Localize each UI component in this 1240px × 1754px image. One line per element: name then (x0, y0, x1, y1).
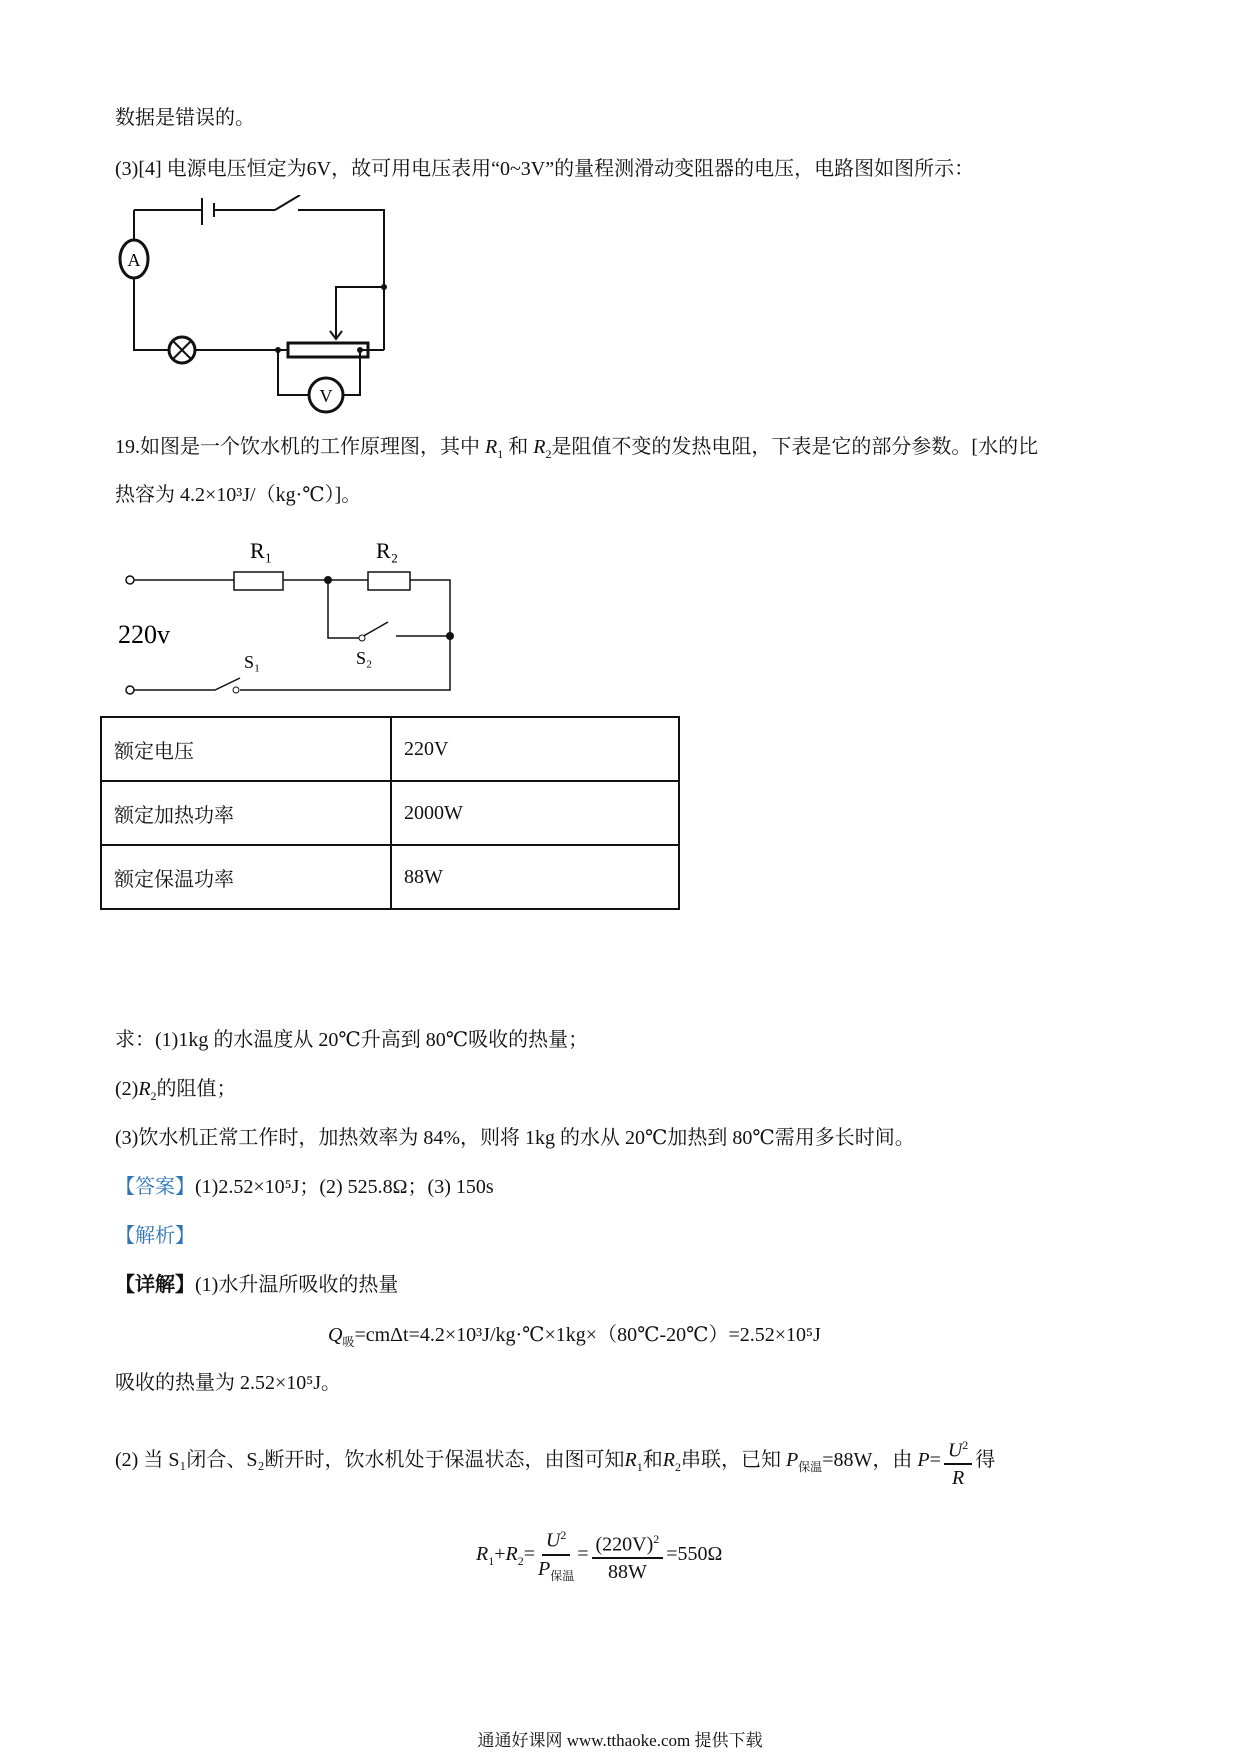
text-line: (2) 当 S₁闭合、S₂断开时，饮水机处于保温状态，由图可知$R_1$和$R_2$串联，已知 $P_{保温}=88W$，由 P= $\frac{U^2}{R}$ 得 (115, 1430, 995, 1497)
formula-resistance: $R_1+R_2=$ $\frac{U^2}{P_{保温}}$ = $\frac{(220V)^2}{88W}$ =550Ω (476, 1522, 722, 1591)
table-row: 额定电压 220V (101, 717, 679, 781)
text-line: 吸收的热量为 2.52×10⁵J。 (115, 1372, 342, 1394)
analysis-tag: 【解析】 (115, 1225, 195, 1247)
table-row: 额定加热功率 2000W (101, 781, 679, 845)
circuit-diagram-2 (110, 530, 470, 710)
s1-label: S₁ (244, 652, 261, 672)
text-line: (3)饮水机正常工作时，加热效率为 84%，则将 1kg 的水从 20℃加热到 80℃需用多长时间。 (115, 1127, 915, 1149)
text-line: $(2)R_2$的阻值； (115, 1078, 237, 1103)
circuit-diagram-1 (110, 195, 410, 425)
voltage-label: 220v (118, 620, 170, 649)
lamp-icon (169, 337, 195, 363)
answer-line: 【答案】(1)2.52×10⁵J；(2) 525.8Ω；(3) 150s (115, 1176, 494, 1198)
table-row: 额定保温功率 88W (101, 845, 679, 909)
detail-line: 【详解】(1)水升温所吸收的热量 (115, 1274, 399, 1296)
text-line: 数据是错误的。 (115, 107, 255, 129)
svg-text:A: A (127, 250, 141, 270)
text-line: 求：(1)1kg 的水温度从 20℃升高到 80℃吸收的热量； (115, 1029, 589, 1051)
r1-label: R₁ (250, 538, 273, 563)
s2-label: S₂ (356, 648, 373, 668)
ammeter-icon (120, 240, 148, 278)
footer: 通通好课网 www.tthaoke.com 提供下载 (477, 1731, 763, 1750)
text-line: (3)[4] 电源电压恒定为6V，故可用电压表用“0~3V”的量程测滑动变阻器的电压，电路图如图所示： (115, 158, 975, 180)
formula-heat: $Q_吸=cm\Delta t=4.2\times 10^3J/kg\cdot℃\times 1kg\times(80℃-20℃)=2.52\times 10^5J$ (328, 1324, 821, 1349)
text-line: 热容为 4.2×10³J/（kg·℃）]。 (115, 484, 362, 506)
svg-text:V: V (319, 386, 333, 406)
r2-label: R₂ (376, 538, 399, 563)
question-19: 19.如图是一个饮水机的工作原理图，其中 $R_1$ 和 $R_2$是阻值不变的发热电阻，下表是它的部分参数。[水的比 (115, 436, 1039, 461)
parameter-table (100, 716, 680, 910)
voltmeter-icon (309, 378, 343, 412)
